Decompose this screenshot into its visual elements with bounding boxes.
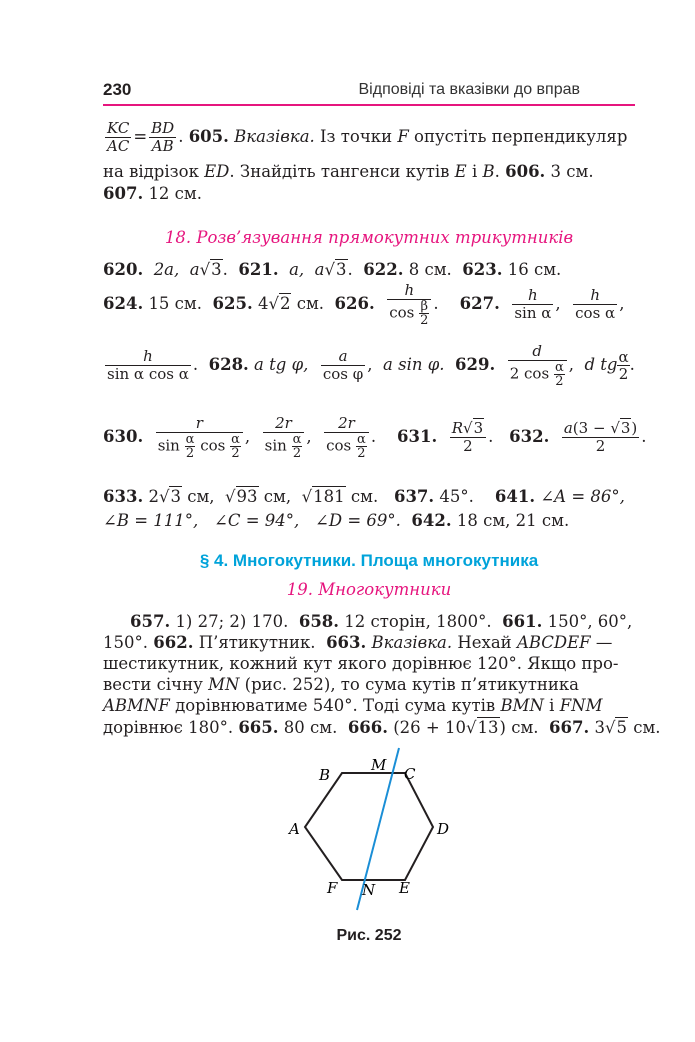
fraction-630b: 2r sin $\frac{\alpha}{2}$ [263,415,305,460]
answer-line-663d: ABMNF дорівнюватиме 540°. Тоді сума кутів BMN і FNM [103,696,603,715]
fraction-630a: r sin $\frac{\alpha}{2}$ cos $\frac{\alpha}{2}$ [156,415,243,460]
label-A: A [289,820,300,838]
fraction-630c: 2r cos $\frac{\alpha}{2}$ [324,415,369,460]
fraction-627b: $\frac{h}{\text{cos α}}$ [575,286,616,322]
answer-line-607: 607. 12 см. [103,184,202,203]
answer-line-663b: шестикутник, кожний кут якого дорівнює 120°. Якщо про- [103,654,619,673]
fraction-627a: $\frac{h}{\text{sin α}}$ [514,286,552,322]
answer-line-633: 633. 2√3 см, √93 см, √181 см. 637. 45°. 641. ∠A = 86°, [103,487,625,506]
answer-line-628: $\frac{h}{\text{sin α cos α}}$ . 628. a tg φ, $\frac{a}{\text{cos φ}}$ , a sin φ. 629. d 2 cos $\frac{\alpha}{2}$ , d tg $\frac{\alpha}{2}$ . [107,342,635,389]
answer-line-605b: на відрізок ED. Знайдіть тангенси кутів E і B. 606. 3 см. [103,162,594,181]
answer-line-641b: ∠B = 111°, ∠C = 94°, ∠D = 69°. 642. 18 см, 21 см. [103,511,570,530]
figure-caption: Рис. 252 [336,927,402,944]
answer-line-663c: вести січну MN (рис. 252), то сума кутів п’ятикутника [103,675,580,694]
paragraph-4-title: § 4. Многокутники. Площа многокутника [199,551,539,570]
page-number: 230 [103,80,132,99]
fraction-628a: $\frac{h}{\text{sin α cos α}}$ [107,347,189,383]
fraction-bd-ab: $\frac{BD}{AB}$ [151,119,175,155]
answer-line-604: $\frac{KC}{AC}$ = $\frac{BD}{AB}$ . 605. Вказівка. Із точки F опустіть перпендикуляр [107,119,628,155]
fraction-631: $\frac{R√3}{2}$ [450,420,486,455]
label-M: M [371,756,387,774]
fraction-629a: d 2 cos $\frac{\alpha}{2}$ [508,343,567,388]
fraction-626: h cos $\frac{\beta}{2}$ [387,282,431,327]
answer-line-624: 624. 15 см. 625. 4√2 см. 626. h cos $\frac{\beta}{2}$ . 627. $\frac{h}{\text{sin α}}$ , $\frac{h}{\text{cos α}}$ , [103,281,625,328]
fraction-628b: $\frac{a}{\text{cos φ}}$ [322,347,364,383]
label-C: C [404,765,416,783]
answer-line-620: 620. 2a, a√3. 621. a, a√3. 622. 8 см. 623. 16 см. [103,260,562,279]
section-19-title: 19. Многокутники [286,580,452,599]
section-18-title: 18. Розв’язування прямокутних трикутників [164,228,574,247]
label-D: D [437,820,450,838]
fraction-632: $\frac{a(3 - √3)}{2}$ [563,419,638,455]
fraction-kc-ac: $\frac{KC}{AC}$ [107,119,130,155]
answer-line-657: 657. 1) 27; 2) 170. 658. 12 сторін, 1800°. 661. 150°, 60°, [130,612,633,631]
answer-line-662: 150°. 662. П’ятикутник. 663. Вказівка. Нехай ABCDEF — [103,633,613,652]
running-title: Відповіді та вказівки до вправ [358,81,580,98]
answer-line-630: 630. r sin $\frac{\alpha}{2}$ cos $\frac{\alpha}{2}$ , 2r sin $\frac{\alpha}{2}$ , 2r cos $\frac{\alpha}{2}$ . 631. $\frac{R√3}{2}$ . 632. $\frac{a(3 - √3)}{2}$ . [103,414,647,461]
label-B: B [319,766,331,784]
label-F: F [327,879,338,897]
answer-line-665: дорівнює 180°. 665. 80 см. 666. (26 + 10√13) см. 667. 3√5 см. [103,718,661,737]
label-E: E [399,879,410,897]
label-N: N [362,881,376,899]
